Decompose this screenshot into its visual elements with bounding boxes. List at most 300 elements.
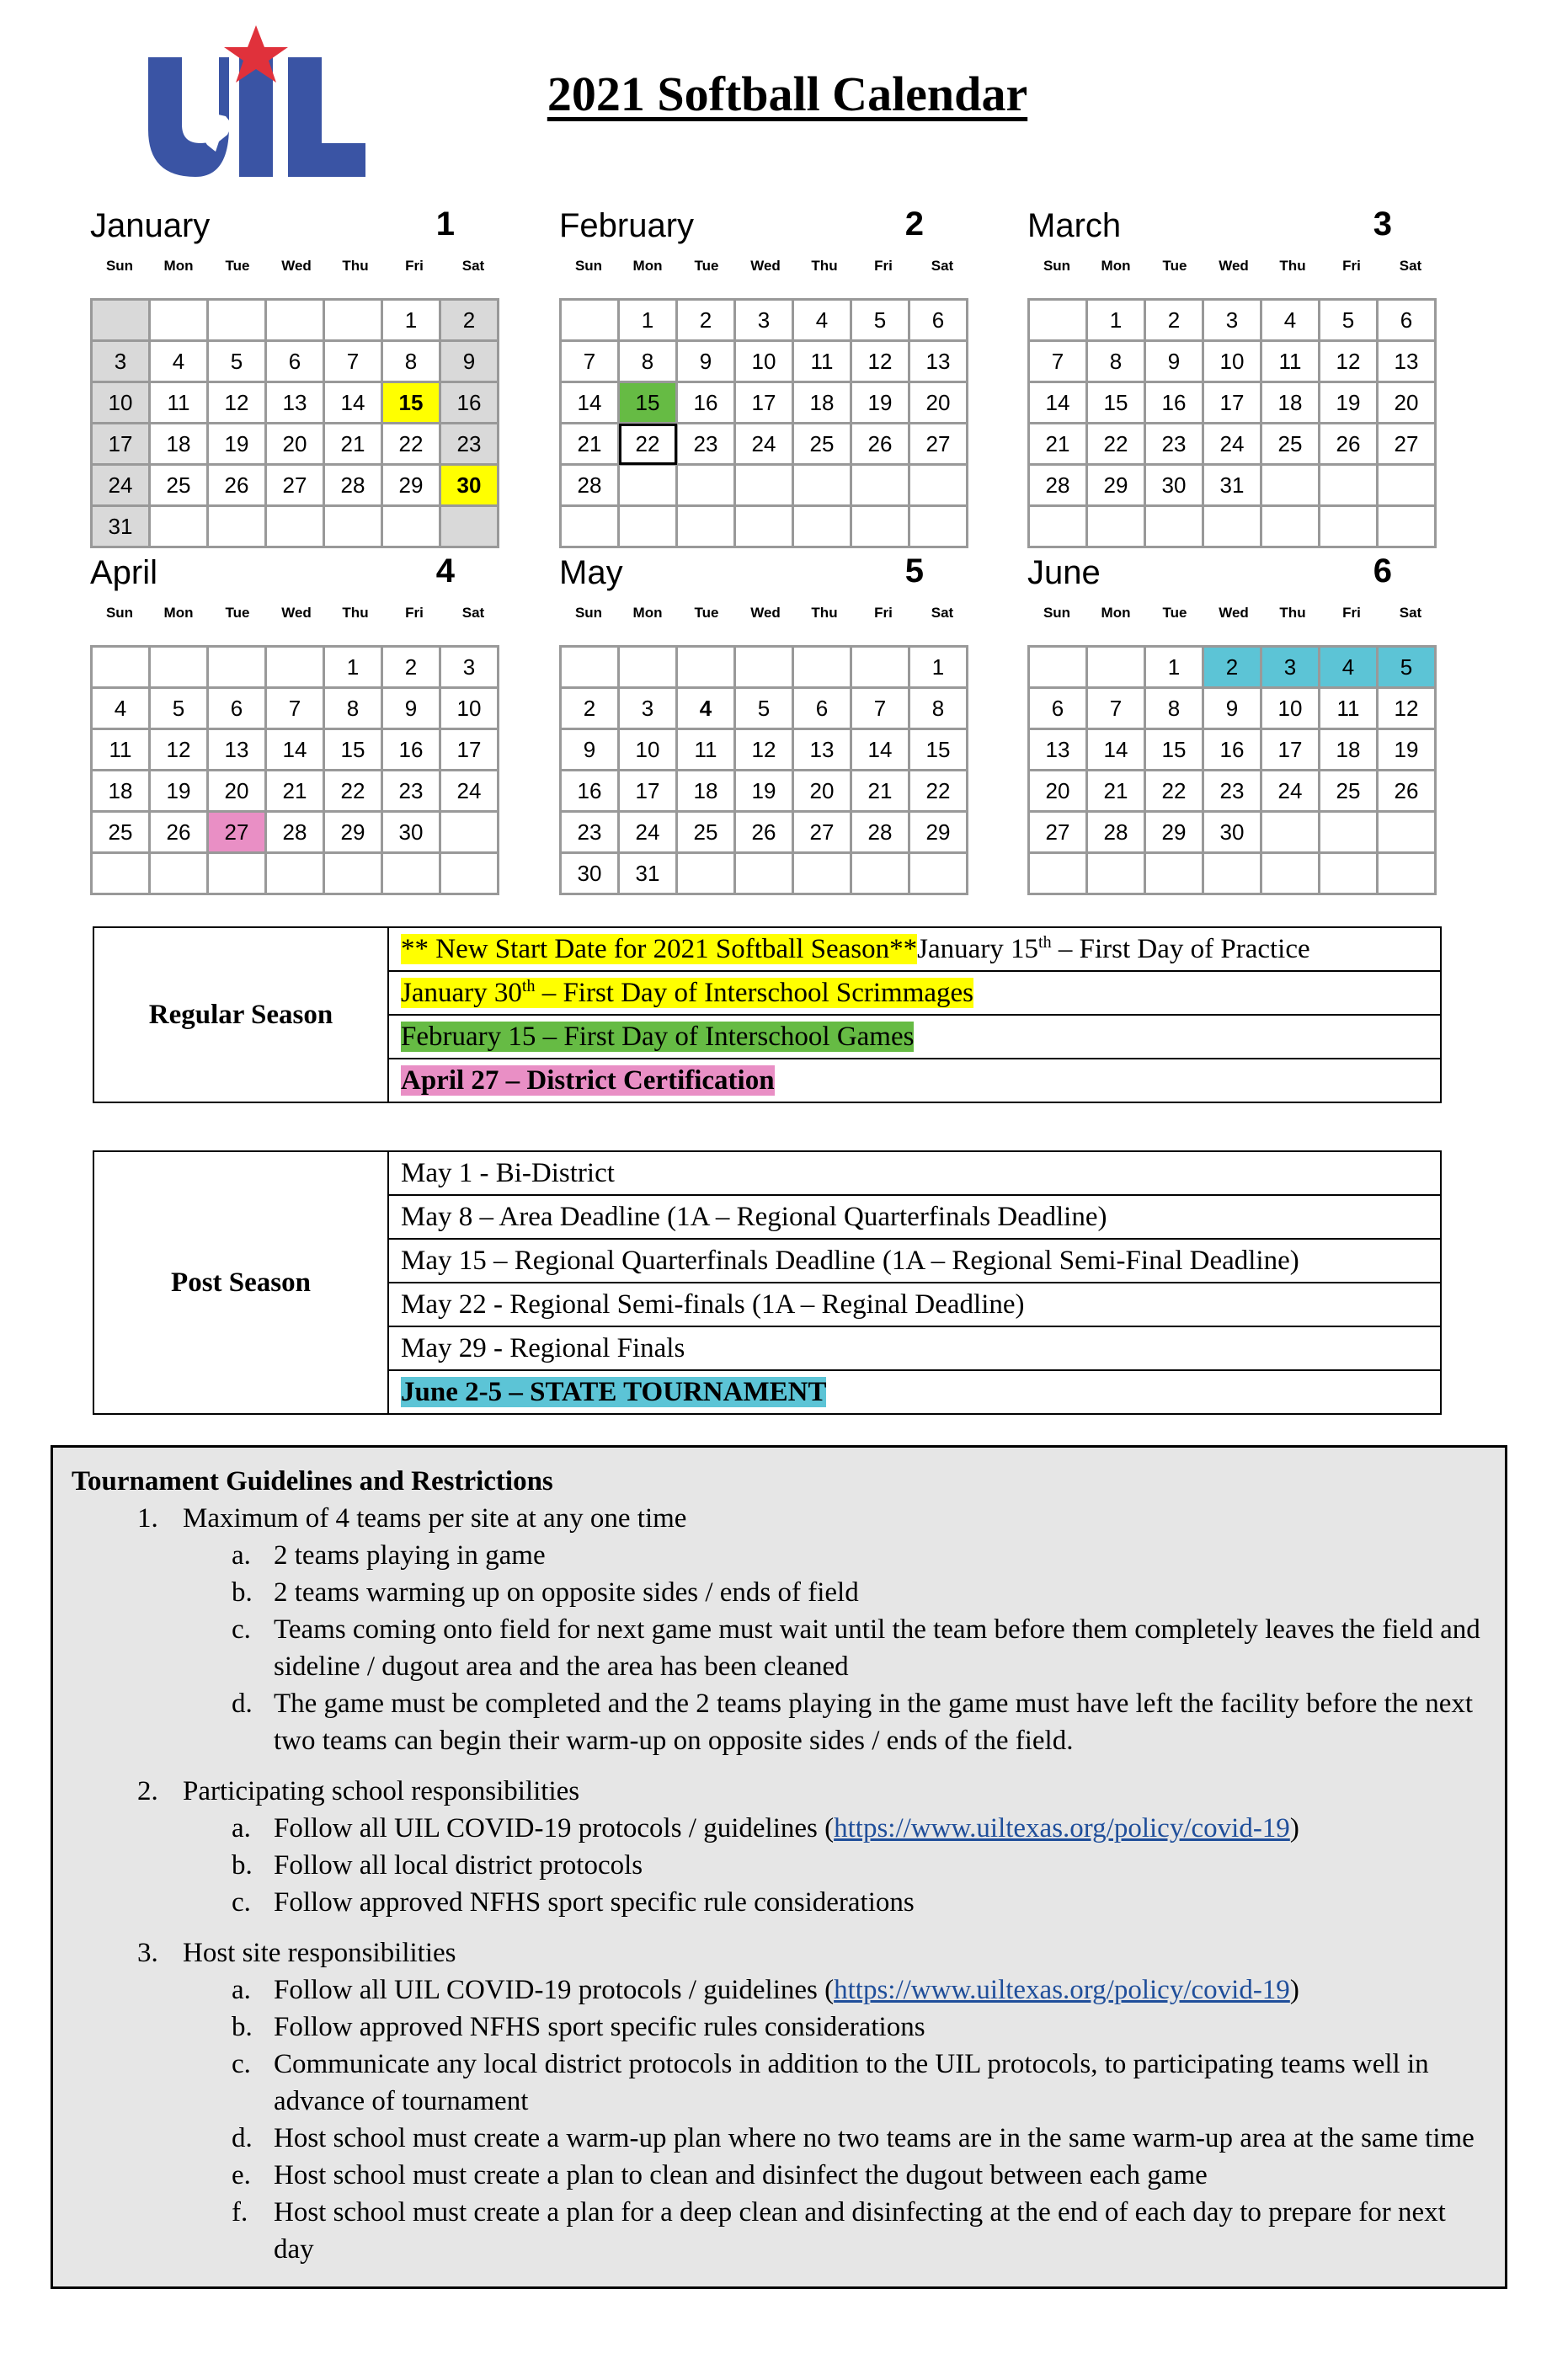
day-cell: 14 <box>324 382 382 424</box>
day-cell: 26 <box>851 424 909 465</box>
day-cell: 10 <box>1203 341 1261 382</box>
day-cell: 29 <box>909 812 968 853</box>
weekday-label: Sun <box>574 258 603 274</box>
day-cell: 26 <box>150 812 208 853</box>
day-cell: 16 <box>561 771 619 812</box>
day-cell <box>793 506 851 547</box>
day-cell: 3 <box>92 341 150 382</box>
day-cell <box>266 853 324 894</box>
day-cell: 9 <box>1145 341 1203 382</box>
day-cell: 23 <box>677 424 735 465</box>
day-cell: 18 <box>677 771 735 812</box>
day-cell: 18 <box>1261 382 1320 424</box>
day-cell: 8 <box>1145 688 1203 729</box>
guideline-item: 2. Participating school responsibilities <box>137 1776 580 1806</box>
day-cell: 2 <box>1145 300 1203 341</box>
guideline-subitem: c. Teams coming onto field for next game must wait until the team before them completely leaves the field and sideline / dugout area and the area has been cleaned <box>232 1614 1480 1682</box>
day-cell: 30 <box>1203 812 1261 853</box>
weekday-label: Thu <box>811 258 838 274</box>
day-cell <box>1145 853 1203 894</box>
weekday-label: Thu <box>342 605 369 621</box>
day-cell: 19 <box>150 771 208 812</box>
day-cell: 5 <box>851 300 909 341</box>
day-cell: 9 <box>677 341 735 382</box>
day-cell: 29 <box>324 812 382 853</box>
month-grid <box>1027 645 1437 895</box>
season-row: May 1 - Bi-District <box>388 1151 1441 1195</box>
season-row: April 27 – District Certification <box>388 1059 1441 1102</box>
day-cell: 22 <box>382 424 440 465</box>
post-season-table <box>93 1150 1442 1415</box>
day-cell: 9 <box>382 688 440 729</box>
season-row: ** New Start Date for 2021 Softball Season**January 15th – First Day of Practice <box>388 927 1441 971</box>
day-cell <box>1378 812 1436 853</box>
day-cell <box>851 506 909 547</box>
day-cell: 4 <box>1320 647 1378 688</box>
day-cell: 4 <box>677 688 735 729</box>
day-cell: 5 <box>1320 300 1378 341</box>
day-cell <box>440 812 499 853</box>
season-row: May 29 - Regional Finals <box>388 1326 1441 1370</box>
day-cell: 17 <box>1261 729 1320 771</box>
day-cell <box>1378 465 1436 506</box>
day-cell <box>1087 506 1145 547</box>
day-cell: 9 <box>561 729 619 771</box>
guideline-subitem: c. Follow approved NFHS sport specific rule considerations <box>232 1887 915 1918</box>
day-cell <box>677 506 735 547</box>
day-cell <box>735 647 793 688</box>
weekday-label: Tue <box>694 605 719 621</box>
day-cell <box>150 647 208 688</box>
weekday-label: Sat <box>931 258 954 274</box>
calendar-march <box>1027 202 1444 548</box>
day-cell: 17 <box>92 424 150 465</box>
day-cell: 23 <box>1203 771 1261 812</box>
day-cell: 29 <box>1145 812 1203 853</box>
day-cell: 23 <box>382 771 440 812</box>
weekday-label: Sat <box>931 605 954 621</box>
post-season-label: Post Season <box>93 1151 388 1414</box>
day-cell: 7 <box>851 688 909 729</box>
day-cell: 21 <box>561 424 619 465</box>
day-cell: 25 <box>1261 424 1320 465</box>
weekday-label: Tue <box>225 258 250 274</box>
weekday-label: Sun <box>105 258 134 274</box>
day-cell: 25 <box>677 812 735 853</box>
day-cell <box>266 647 324 688</box>
covid-policy-link[interactable]: https://www.uiltexas.org/policy/covid-19 <box>834 1975 1290 2005</box>
weekday-label: Wed <box>1219 605 1249 621</box>
weekday-label: Sun <box>574 605 603 621</box>
guideline-subitem: e. Host school must create a plan to clean and disinfect the dugout between each game <box>232 2160 1208 2190</box>
weekday-label: Sat <box>461 605 485 621</box>
day-cell: 25 <box>150 465 208 506</box>
day-cell: 19 <box>1320 382 1378 424</box>
weekday-label: Wed <box>1219 258 1249 274</box>
day-cell: 3 <box>1261 647 1320 688</box>
day-cell: 13 <box>909 341 968 382</box>
page-title: 2021 Softball Calendar <box>547 67 1028 121</box>
day-cell: 20 <box>266 424 324 465</box>
day-cell: 12 <box>1378 688 1436 729</box>
guidelines-title: Tournament Guidelines and Restrictions <box>72 1466 553 1497</box>
day-cell <box>1378 853 1436 894</box>
day-cell <box>208 506 266 547</box>
day-cell: 21 <box>266 771 324 812</box>
day-cell <box>382 853 440 894</box>
day-cell: 10 <box>735 341 793 382</box>
day-cell: 8 <box>909 688 968 729</box>
guideline-item: 1. Maximum of 4 teams per site at any one time <box>137 1503 687 1534</box>
day-cell: 19 <box>1378 729 1436 771</box>
day-cell: 14 <box>1087 729 1145 771</box>
day-cell <box>150 300 208 341</box>
day-cell <box>1087 647 1145 688</box>
day-cell <box>1320 506 1378 547</box>
weekday-label: Sat <box>461 258 485 274</box>
day-cell: 2 <box>440 300 499 341</box>
day-cell <box>909 465 968 506</box>
day-cell: 5 <box>150 688 208 729</box>
day-cell: 4 <box>793 300 851 341</box>
guideline-subitem: b. 2 teams warming up on opposite sides / ends of field <box>232 1577 859 1608</box>
day-cell: 12 <box>735 729 793 771</box>
day-cell <box>1029 853 1087 894</box>
day-cell: 15 <box>382 382 440 424</box>
month-name: April <box>90 554 158 591</box>
season-row: May 22 - Regional Semi-finals (1A – Reginal Deadline) <box>388 1283 1441 1326</box>
day-cell: 6 <box>793 688 851 729</box>
weekday-label: Fri <box>1342 258 1361 274</box>
day-cell: 24 <box>440 771 499 812</box>
month-grid <box>559 298 968 548</box>
regular-season-table <box>93 926 1442 1103</box>
season-row: January 30th – First Day of Interschool Scrimmages <box>388 971 1441 1015</box>
month-name: February <box>559 207 695 244</box>
covid-policy-link[interactable]: https://www.uiltexas.org/policy/covid-19 <box>834 1813 1290 1843</box>
day-cell: 21 <box>1029 424 1087 465</box>
day-cell <box>440 853 499 894</box>
weekday-label: Fri <box>405 258 424 274</box>
day-cell: 7 <box>266 688 324 729</box>
day-cell: 13 <box>1378 341 1436 382</box>
day-cell: 30 <box>1145 465 1203 506</box>
day-cell: 9 <box>440 341 499 382</box>
day-cell <box>851 647 909 688</box>
day-cell: 8 <box>382 341 440 382</box>
guideline-subitem: a. 2 teams playing in game <box>232 1540 546 1571</box>
day-cell: 18 <box>92 771 150 812</box>
day-cell <box>677 647 735 688</box>
weekday-label: Thu <box>811 605 838 621</box>
day-cell: 19 <box>208 424 266 465</box>
month-number: 4 <box>435 552 455 590</box>
weekday-label: Tue <box>1162 258 1187 274</box>
day-cell: 28 <box>1087 812 1145 853</box>
day-cell <box>324 506 382 547</box>
day-cell: 16 <box>382 729 440 771</box>
day-cell: 2 <box>561 688 619 729</box>
day-cell: 18 <box>150 424 208 465</box>
month-number: 1 <box>435 205 455 243</box>
day-cell: 25 <box>92 812 150 853</box>
day-cell <box>1261 465 1320 506</box>
day-cell: 5 <box>208 341 266 382</box>
day-cell: 27 <box>1378 424 1436 465</box>
weekday-label: Mon <box>163 258 194 274</box>
month-name: May <box>559 554 623 591</box>
day-cell <box>382 506 440 547</box>
day-cell <box>1203 853 1261 894</box>
day-cell <box>1320 853 1378 894</box>
day-cell: 14 <box>561 382 619 424</box>
day-cell: 30 <box>440 465 499 506</box>
day-cell: 20 <box>909 382 968 424</box>
weekday-label: Mon <box>632 258 663 274</box>
day-cell: 27 <box>909 424 968 465</box>
day-cell <box>92 300 150 341</box>
day-cell: 27 <box>208 812 266 853</box>
day-cell <box>735 853 793 894</box>
day-cell: 23 <box>561 812 619 853</box>
day-cell <box>793 465 851 506</box>
weekday-label: Thu <box>1279 605 1306 621</box>
guideline-subitem: d. Host school must create a warm-up plan where no two teams are in the same warm-up area at the same time <box>232 2123 1475 2153</box>
day-cell <box>851 853 909 894</box>
day-cell: 29 <box>382 465 440 506</box>
day-cell <box>1378 506 1436 547</box>
day-cell: 25 <box>1320 771 1378 812</box>
day-cell <box>324 853 382 894</box>
weekday-label: Tue <box>225 605 250 621</box>
day-cell: 23 <box>440 424 499 465</box>
day-cell: 18 <box>1320 729 1378 771</box>
day-cell: 8 <box>1087 341 1145 382</box>
day-cell: 30 <box>561 853 619 894</box>
day-cell: 8 <box>324 688 382 729</box>
day-cell: 2 <box>1203 647 1261 688</box>
day-cell: 25 <box>793 424 851 465</box>
guideline-subitem: c. Communicate any local district protocols in addition to the UIL protocols, to participating teams well in advance of tournament <box>232 2049 1429 2116</box>
day-cell <box>150 506 208 547</box>
day-cell: 12 <box>150 729 208 771</box>
day-cell: 31 <box>1203 465 1261 506</box>
regular-season-label: Regular Season <box>93 927 388 1102</box>
day-cell: 7 <box>1087 688 1145 729</box>
day-cell: 26 <box>1378 771 1436 812</box>
day-cell: 28 <box>324 465 382 506</box>
day-cell: 8 <box>619 341 677 382</box>
weekday-label: Thu <box>342 258 369 274</box>
day-cell: 27 <box>793 812 851 853</box>
calendar-january <box>90 202 507 548</box>
day-cell: 15 <box>1087 382 1145 424</box>
day-cell <box>851 465 909 506</box>
day-cell: 24 <box>92 465 150 506</box>
weekday-label: Tue <box>1162 605 1187 621</box>
day-cell <box>909 506 968 547</box>
day-cell: 5 <box>735 688 793 729</box>
day-cell: 14 <box>1029 382 1087 424</box>
day-cell <box>1029 647 1087 688</box>
day-cell: 28 <box>1029 465 1087 506</box>
month-name: June <box>1027 554 1101 591</box>
day-cell: 30 <box>382 812 440 853</box>
weekday-label: Fri <box>874 258 893 274</box>
day-cell: 23 <box>1145 424 1203 465</box>
day-cell: 16 <box>677 382 735 424</box>
day-cell: 4 <box>150 341 208 382</box>
day-cell: 13 <box>793 729 851 771</box>
weekday-label: Fri <box>405 605 424 621</box>
day-cell: 3 <box>440 647 499 688</box>
month-grid <box>1027 298 1437 548</box>
day-cell: 6 <box>1378 300 1436 341</box>
day-cell <box>324 300 382 341</box>
day-cell: 26 <box>208 465 266 506</box>
day-cell: 1 <box>1145 647 1203 688</box>
day-cell: 1 <box>909 647 968 688</box>
day-cell: 24 <box>1203 424 1261 465</box>
weekday-label: Wed <box>281 605 312 621</box>
day-cell: 7 <box>1029 341 1087 382</box>
calendar-april <box>90 549 507 895</box>
calendar-june <box>1027 549 1444 895</box>
day-cell <box>1029 506 1087 547</box>
day-cell: 15 <box>324 729 382 771</box>
day-cell <box>619 506 677 547</box>
day-cell <box>266 300 324 341</box>
weekday-label: Mon <box>1101 258 1131 274</box>
day-cell: 7 <box>561 341 619 382</box>
day-cell: 22 <box>1087 424 1145 465</box>
day-cell: 15 <box>1145 729 1203 771</box>
month-grid <box>559 645 968 895</box>
day-cell: 24 <box>619 812 677 853</box>
day-cell: 10 <box>1261 688 1320 729</box>
day-cell <box>735 506 793 547</box>
day-cell <box>619 465 677 506</box>
weekday-label: Sun <box>1043 605 1071 621</box>
weekday-label: Fri <box>874 605 893 621</box>
day-cell <box>266 506 324 547</box>
day-cell: 22 <box>909 771 968 812</box>
day-cell: 12 <box>851 341 909 382</box>
day-cell: 6 <box>1029 688 1087 729</box>
day-cell <box>1320 465 1378 506</box>
season-row: June 2-5 – STATE TOURNAMENT <box>388 1370 1441 1414</box>
day-cell: 20 <box>793 771 851 812</box>
weekday-label: Wed <box>281 258 312 274</box>
month-number: 3 <box>1373 205 1392 243</box>
weekday-label: Wed <box>750 258 781 274</box>
day-cell: 10 <box>440 688 499 729</box>
day-cell: 6 <box>208 688 266 729</box>
day-cell <box>677 465 735 506</box>
day-cell: 9 <box>1203 688 1261 729</box>
guideline-subitem: f. Host school must create a plan for a deep clean and disinfecting at the end of each day to prepare for next day <box>232 2197 1446 2265</box>
day-cell <box>208 647 266 688</box>
uil-logo <box>145 25 372 182</box>
tournament-guidelines <box>51 1445 1507 2289</box>
day-cell: 10 <box>619 729 677 771</box>
day-cell: 31 <box>92 506 150 547</box>
day-cell: 20 <box>1378 382 1436 424</box>
season-row: May 8 – Area Deadline (1A – Regional Quarterfinals Deadline) <box>388 1195 1441 1239</box>
day-cell: 26 <box>735 812 793 853</box>
day-cell: 17 <box>440 729 499 771</box>
month-number: 6 <box>1373 552 1392 590</box>
weekday-label: Sun <box>105 605 134 621</box>
weekday-label: Sat <box>1399 258 1422 274</box>
day-cell: 19 <box>735 771 793 812</box>
month-grid <box>90 298 499 548</box>
day-cell <box>1261 812 1320 853</box>
day-cell: 14 <box>266 729 324 771</box>
day-cell: 18 <box>793 382 851 424</box>
day-cell: 1 <box>619 300 677 341</box>
day-cell: 13 <box>266 382 324 424</box>
day-cell: 27 <box>266 465 324 506</box>
day-cell: 11 <box>1320 688 1378 729</box>
day-cell: 12 <box>1320 341 1378 382</box>
day-cell <box>561 506 619 547</box>
day-cell <box>150 853 208 894</box>
weekday-label: Mon <box>1101 605 1131 621</box>
weekday-label: Fri <box>1342 605 1361 621</box>
day-cell: 28 <box>266 812 324 853</box>
day-cell <box>793 647 851 688</box>
new-start-date-note: ** New Start Date for 2021 Softball Season** <box>401 934 918 964</box>
day-cell: 3 <box>1203 300 1261 341</box>
day-cell: 21 <box>324 424 382 465</box>
day-cell: 4 <box>92 688 150 729</box>
day-cell <box>1203 506 1261 547</box>
day-cell: 15 <box>619 382 677 424</box>
day-cell <box>1029 300 1087 341</box>
day-cell: 6 <box>266 341 324 382</box>
calendar-may <box>559 549 976 895</box>
day-cell: 22 <box>1145 771 1203 812</box>
weekday-label: Mon <box>163 605 194 621</box>
weekday-label: Wed <box>750 605 781 621</box>
day-cell: 21 <box>851 771 909 812</box>
day-cell <box>92 647 150 688</box>
day-cell: 16 <box>1203 729 1261 771</box>
day-cell <box>561 300 619 341</box>
guideline-item: 3. Host site responsibilities <box>137 1938 456 1968</box>
day-cell: 11 <box>793 341 851 382</box>
day-cell <box>561 647 619 688</box>
day-cell: 6 <box>909 300 968 341</box>
day-cell: 1 <box>1087 300 1145 341</box>
weekday-label: Thu <box>1279 258 1306 274</box>
day-cell: 5 <box>1378 647 1436 688</box>
weekday-label: Mon <box>632 605 663 621</box>
day-cell: 13 <box>208 729 266 771</box>
day-cell: 28 <box>851 812 909 853</box>
month-grid <box>90 645 499 895</box>
day-cell: 15 <box>909 729 968 771</box>
day-cell: 11 <box>677 729 735 771</box>
day-cell: 7 <box>324 341 382 382</box>
day-cell <box>677 853 735 894</box>
day-cell: 4 <box>1261 300 1320 341</box>
day-cell: 29 <box>1087 465 1145 506</box>
day-cell <box>92 853 150 894</box>
day-cell: 20 <box>208 771 266 812</box>
season-row: February 15 – First Day of Interschool Games <box>388 1015 1441 1059</box>
